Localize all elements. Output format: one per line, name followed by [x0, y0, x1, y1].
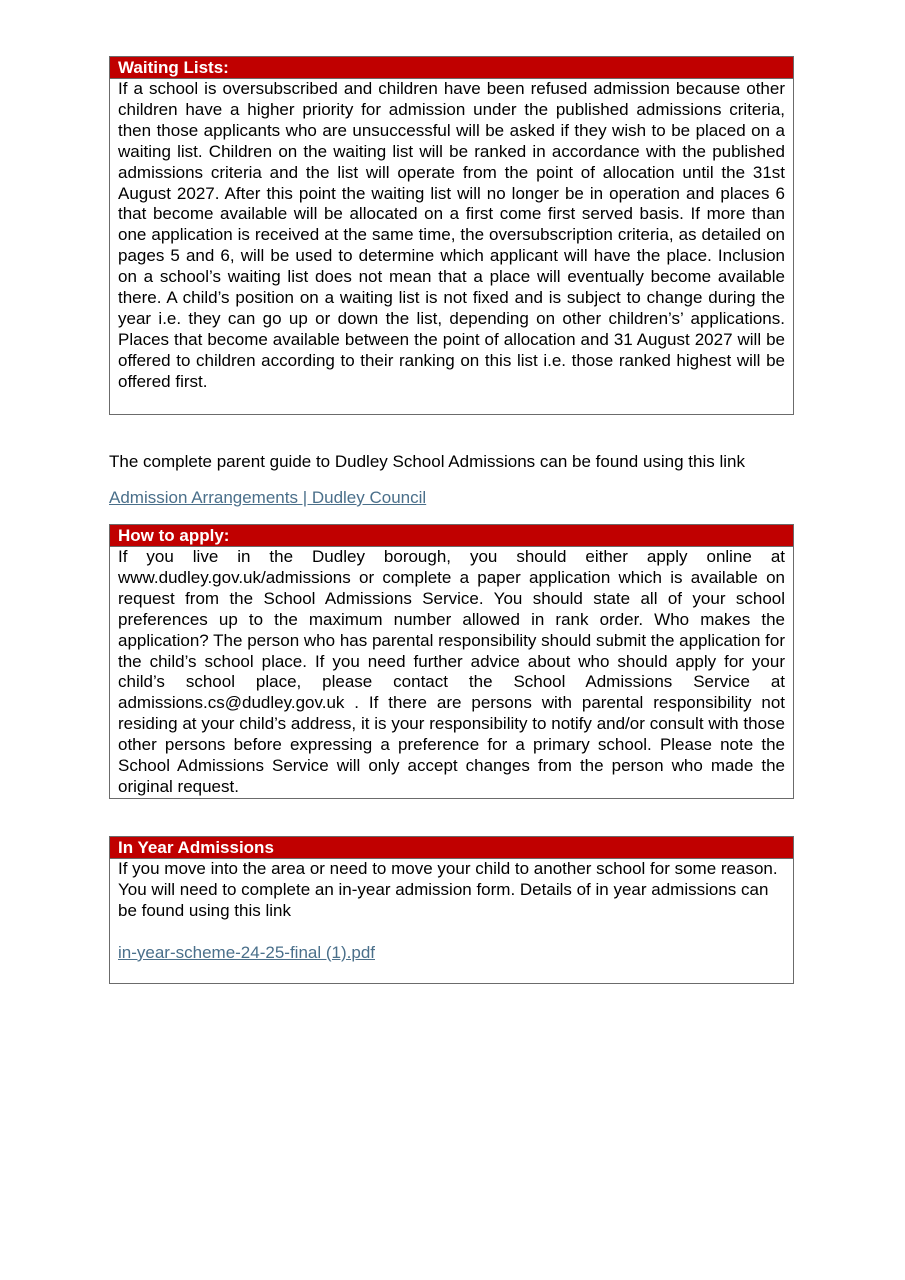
- in-year-scheme-pdf-link[interactable]: in-year-scheme-24-25-final (1).pdf: [118, 942, 375, 962]
- in-year-admissions-section: [109, 836, 794, 984]
- parent-guide-text: The complete parent guide to Dudley School Admissions can be found using this link: [109, 452, 745, 471]
- waiting-lists-section: [109, 56, 794, 415]
- how-to-apply-text: If you live in the Dudley borough, you should either apply online at www.dudley.gov.uk/admissions or complete a paper application which is available on request from the School Admissions Service. You should state all of your school preferences up to the maximum number allowed in rank order. Who makes the application? The person who has parental responsibility should submit the application for the child’s school place. If you need further advice about who should apply for your child’s school place, please contact the School Admissions Service at admissions.cs@dudley.gov.uk . If there are persons with parental responsibility not residing at your child’s address, it is your responsibility to notify and/or consult with those other persons before expressing a preference for a primary school. Please note the School Admissions Service will only accept changes from the person who made the original request.: [118, 547, 785, 796]
- waiting-lists-heading: Waiting Lists:: [110, 57, 793, 79]
- parent-guide-link-wrap: [109, 488, 426, 508]
- spacer: [110, 922, 793, 943]
- in-year-admissions-text: If you move into the area or need to move your child to another school for some reason. You will need to complete an in-year admission form. Details of in year admissions can be found using this link: [118, 859, 778, 920]
- admission-arrangements-link[interactable]: Admission Arrangements | Dudley Council: [109, 488, 427, 507]
- how-to-apply-section: [109, 524, 794, 799]
- in-year-admissions-heading: In Year Admissions: [110, 837, 793, 859]
- how-to-apply-heading: How to apply:: [110, 525, 793, 547]
- in-year-link-wrap: [110, 943, 793, 964]
- waiting-lists-text: If a school is oversubscribed and children have been refused admission because other children have a higher priority for admission under the published admissions criteria, then those applicants who are unsuccessful will be asked if they wish to be placed on a waiting list. Children on the waiting list will be ranked in accordance with the published admissions criteria and the list will operate from the point of allocation until the 31st August 2027. After this point the waiting list will no longer be in operation and places 6 that become available will be allocated on a first come first served basis. If more than one application is received at the same time, the oversubscription criteria, as detailed on pages 5 and 6, will be used to determine which applicant will have the place. Inclusion on a school’s waiting list does not mean that a place will eventually become available there. A child’s position on a waiting list is not fixed and is subject to change during the year i.e. they can go up or down the list, depending on other children’s’ applications. Places that become available between the point of allocation and 31 August 2027 will be offered to children according to their ranking on this list i.e. those ranked highest will be offered first.: [118, 79, 785, 391]
